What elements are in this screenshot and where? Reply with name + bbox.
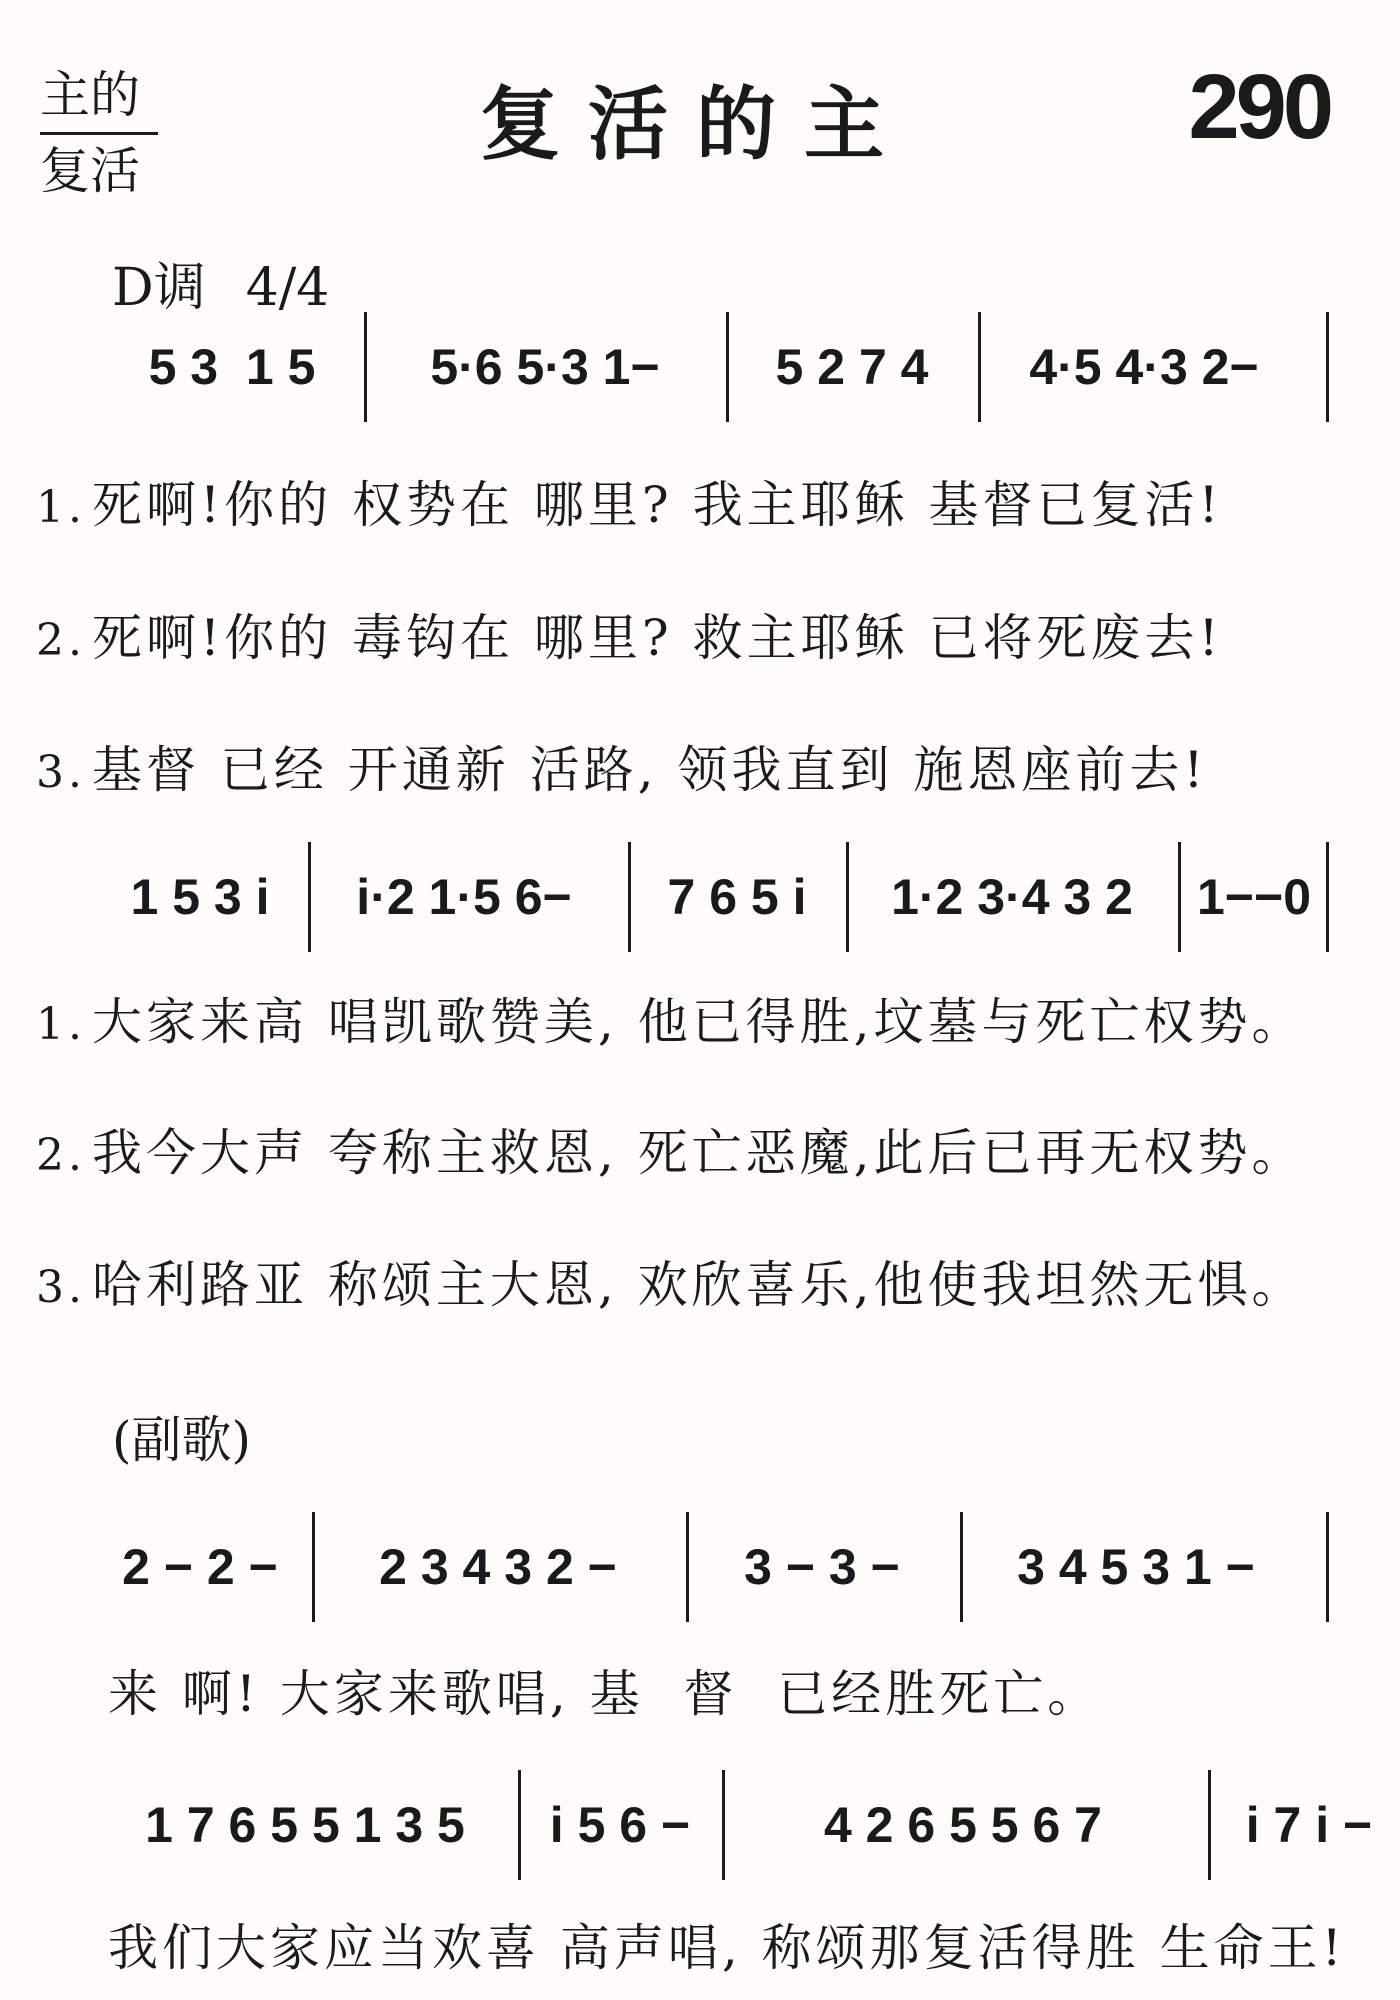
bar-line xyxy=(960,1512,963,1622)
verse-lyric: 1. 大家来高 唱凯歌赞美, 他已得胜,坟墓与死亡权势。 xyxy=(36,993,1306,1051)
verse-lyric: 2. 我今大声 夸称主救恩, 死亡恶魔,此后已再无权势。 xyxy=(36,1124,1306,1182)
verse-lyric: 3. 基督 已经 开通新 活路, 领我直到 施恩座前去! xyxy=(36,741,1208,799)
key-signature xyxy=(112,245,329,320)
measure: 1·2 3·4 3 2 xyxy=(891,869,1133,925)
bar-line xyxy=(1326,1512,1329,1622)
measure: 3 − 3 − xyxy=(744,1539,900,1595)
measure: 7 6 5 i xyxy=(667,869,807,925)
category-bottom: 复活 xyxy=(40,142,140,200)
time-signature: 4/4 xyxy=(245,258,330,318)
category-divider xyxy=(40,132,158,135)
bar-line xyxy=(726,312,729,422)
measure: i 7 i − xyxy=(1245,1797,1373,1853)
bar-line xyxy=(1326,842,1329,952)
chorus-lyric: 来 啊! 大家来歌唱, 基 督 已经胜死亡。 xyxy=(108,1665,1102,1723)
measure: 5 2 7 4 xyxy=(775,339,929,395)
bar-line xyxy=(1326,312,1329,422)
bar-line xyxy=(1208,1770,1211,1880)
measure: 5·6 5·3 1− xyxy=(430,339,660,395)
bar-line xyxy=(628,842,631,952)
bar-line xyxy=(686,1512,689,1622)
verse-lyric: 1. 死啊!你的 权势在 哪里? 我主耶稣 基督已复活! xyxy=(36,476,1223,534)
chorus-lyric: 我们大家应当欢喜 高声唱, 称颂那复活得胜 生命王! xyxy=(108,1919,1346,1977)
bar-line xyxy=(978,312,981,422)
measure: 2 − 2 − xyxy=(122,1539,278,1595)
chorus-staff-1 xyxy=(100,1512,1340,1622)
bar-line xyxy=(1178,842,1181,952)
measure: 4·5 4·3 2− xyxy=(1029,339,1259,395)
chorus-staff-2 xyxy=(100,1770,1373,1880)
key: D调 xyxy=(112,258,206,318)
verse-lyric: 3. 哈利路亚 称颂主大恩, 欢欣喜乐,他使我坦然无惧。 xyxy=(36,1256,1306,1314)
hymn-number: 290 xyxy=(1188,56,1330,158)
measure: 4 2 6 5 5 6 7 xyxy=(823,1797,1102,1853)
measure: 1−−0 xyxy=(1196,869,1311,925)
measure: 1 5 3 i xyxy=(130,869,270,925)
measure: 3 4 5 3 1 − xyxy=(1017,1539,1255,1595)
chorus-label: (副歌) xyxy=(112,1411,252,1469)
bar-line xyxy=(846,842,849,952)
measure: 1 7 6 5 5 1 3 5 xyxy=(145,1797,465,1853)
hymn-title: 复活的主 xyxy=(480,78,912,171)
measure: 2 3 4 3 2 − xyxy=(379,1539,617,1595)
measure: 5 3 1 5 xyxy=(148,339,316,395)
bar-line xyxy=(722,1770,725,1880)
measure: i·2 1·5 6− xyxy=(356,869,572,925)
verse-staff-2 xyxy=(100,842,1340,952)
bar-line xyxy=(364,312,367,422)
measure: i 5 6 − xyxy=(549,1797,691,1853)
verse-lyric: 2. 死啊!你的 毒钩在 哪里? 救主耶稣 已将死废去! xyxy=(36,609,1223,667)
bar-line xyxy=(518,1770,521,1880)
category-top: 主的 xyxy=(40,66,140,124)
bar-line xyxy=(312,1512,315,1622)
bar-line xyxy=(308,842,311,952)
verse-staff-1 xyxy=(100,312,1340,422)
